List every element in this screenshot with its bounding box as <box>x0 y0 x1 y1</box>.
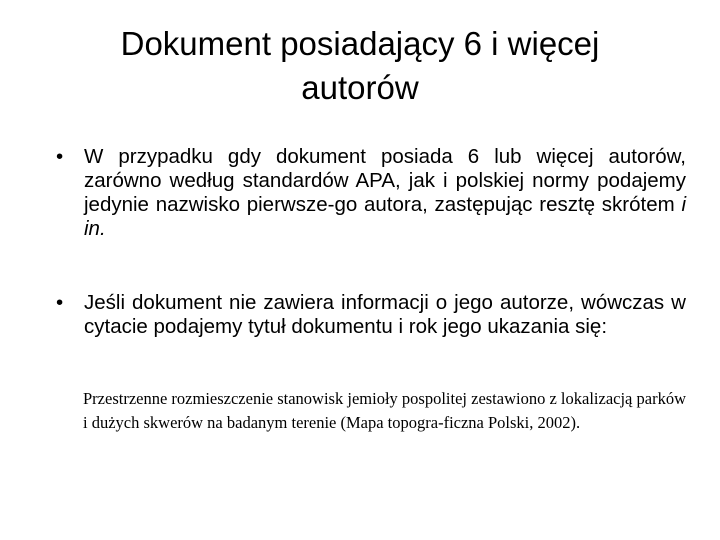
bullet-item-2 <box>56 291 686 339</box>
bullet-text-1-normal: W przypadku gdy dokument posiada 6 lub więcej autorów, zarówno według standardów APA, jak i polskiej normy podajemy jedynie nazwisko pierwsze-go autora, zastępując resztę skrótem <box>84 145 686 216</box>
slide-title <box>40 22 680 110</box>
bullet-text-1 <box>84 145 686 241</box>
bullet-text-2 <box>84 291 686 339</box>
bullet-text-2-normal: Jeśli dokument nie zawiera informacji o jego autorze, wówczas w cytacie podajemy tytuł dokumentu i rok jego ukazania się: <box>84 291 686 338</box>
bullet-item-1 <box>56 145 686 241</box>
bullet-marker: • <box>56 145 64 168</box>
bullet-marker: • <box>56 291 64 314</box>
title-line-2: autorów <box>301 69 419 106</box>
title-line-1: Dokument posiadający 6 i więcej <box>120 25 600 62</box>
bullet-text-1-italic: i in. <box>84 193 686 240</box>
citation-example: Przestrzenne rozmieszczenie stanowisk jemioły pospolitej zestawiono z lokalizacją parków i dużych skwerów na badanym terenie (Mapa topogra-ficzna Polski, 2002). <box>83 389 686 432</box>
